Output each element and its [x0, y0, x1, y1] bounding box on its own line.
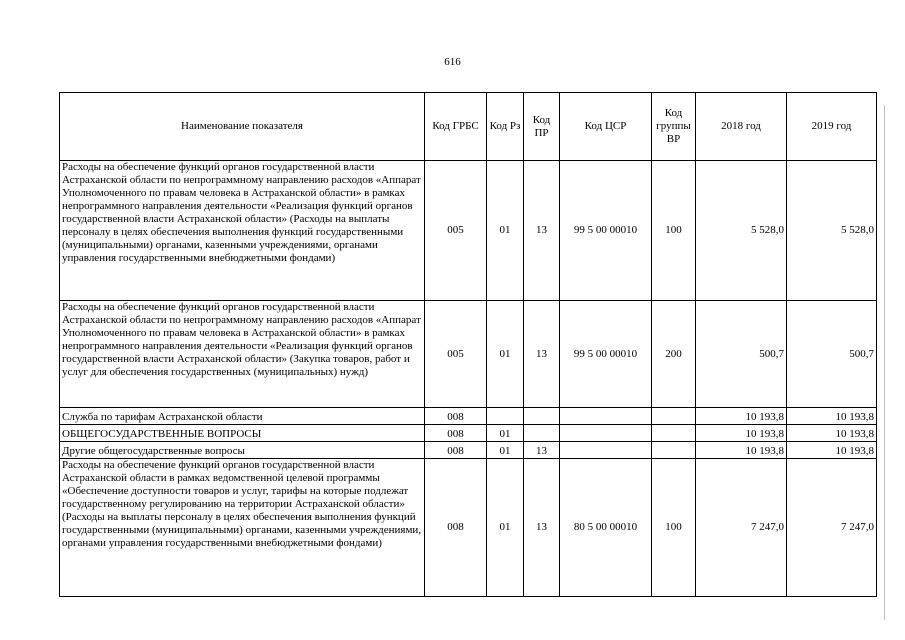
header-year-2019: 2019 год	[787, 93, 877, 161]
table-row	[60, 301, 877, 408]
row-amount-2018: 10 193,8	[696, 425, 787, 442]
page-number: 616	[444, 56, 461, 68]
table-row	[60, 459, 877, 597]
scan-edge-line	[884, 105, 885, 620]
row-pr-code: 13	[524, 442, 560, 459]
row-csr-code: 80 5 00 00010	[560, 459, 652, 597]
table-row	[60, 442, 877, 459]
row-csr-code: 99 5 00 00010	[560, 301, 652, 408]
row-amount-2018: 5 528,0	[696, 161, 787, 301]
row-amount-2019: 5 528,0	[787, 161, 877, 301]
row-csr-code	[560, 442, 652, 459]
row-vr-code: 100	[652, 459, 696, 597]
header-vr-code: Код группы ВР	[652, 93, 696, 161]
table-row	[60, 161, 877, 301]
row-indicator-name: Расходы на обеспечение функций органов государственной власти Астраханской области по непрограммному направлению расходов «Аппарат Уполномоченного по правам человека в Астраханской области» в рамках непрограммного направления деятельности «Реализация функций органов государственной власти Астраханской области» (Закупка товаров, работ и услуг для обеспечения государственных (муниципальных) нужд)	[60, 301, 425, 408]
header-csr-code: Код ЦСР	[560, 93, 652, 161]
row-csr-code: 99 5 00 00010	[560, 161, 652, 301]
row-vr-code: 100	[652, 161, 696, 301]
row-amount-2018: 7 247,0	[696, 459, 787, 597]
row-csr-code	[560, 425, 652, 442]
row-pr-code: 13	[524, 301, 560, 408]
row-pr-code	[524, 408, 560, 425]
row-vr-code	[652, 442, 696, 459]
row-amount-2018: 10 193,8	[696, 408, 787, 425]
row-amount-2019: 500,7	[787, 301, 877, 408]
row-grbs-code: 008	[425, 442, 487, 459]
header-grbs-code: Код ГРБС	[425, 93, 487, 161]
budget-table	[59, 92, 877, 597]
row-pr-code: 13	[524, 161, 560, 301]
header-year-2018: 2018 год	[696, 93, 787, 161]
row-amount-2019: 10 193,8	[787, 408, 877, 425]
table-row	[60, 425, 877, 442]
row-amount-2018: 10 193,8	[696, 442, 787, 459]
header-rz-code: Код Рз	[487, 93, 524, 161]
row-pr-code	[524, 425, 560, 442]
row-grbs-code: 005	[425, 301, 487, 408]
row-amount-2019: 10 193,8	[787, 425, 877, 442]
row-pr-code: 13	[524, 459, 560, 597]
row-vr-code	[652, 425, 696, 442]
row-csr-code	[560, 408, 652, 425]
header-indicator-name: Наименование показателя	[60, 93, 425, 161]
row-rz-code: 01	[487, 459, 524, 597]
header-pr-code: Код ПР	[524, 93, 560, 161]
row-rz-code: 01	[487, 442, 524, 459]
row-amount-2019: 10 193,8	[787, 442, 877, 459]
table-row	[60, 408, 877, 425]
row-rz-code: 01	[487, 425, 524, 442]
header-row	[60, 93, 877, 161]
row-indicator-name: Расходы на обеспечение функций органов государственной власти Астраханской области по непрограммному направлению расходов «Аппарат Уполномоченного по правам человека в Астраханской области» в рамках непрограммного направления деятельности «Реализация функций органов государственной власти Астраханской области» (Расходы на выплаты персоналу в целях обеспечения выполнения функций государственными (муниципальными) органами, казенными учреждениями, органами управления государственными внебюджетными фондами)	[60, 161, 425, 301]
row-amount-2019: 7 247,0	[787, 459, 877, 597]
row-grbs-code: 008	[425, 459, 487, 597]
row-rz-code: 01	[487, 301, 524, 408]
row-rz-code: 01	[487, 161, 524, 301]
row-grbs-code: 005	[425, 161, 487, 301]
row-indicator-name: Служба по тарифам Астраханской области	[60, 408, 425, 425]
row-indicator-name: Расходы на обеспечение функций органов государственной власти Астраханской области в рамках ведомственной целевой программы «Обеспечение доступности товаров и услуг, тарифы на которые подлежат государственному регулированию на территории Астраханской области» (Расходы на выплаты персоналу в целях обеспечения выполнения функций государственными (муниципальными) органами, казенными учреждениями, органами управления государственными внебюджетными фондами)	[60, 459, 425, 597]
row-grbs-code: 008	[425, 425, 487, 442]
row-rz-code	[487, 408, 524, 425]
row-vr-code	[652, 408, 696, 425]
row-grbs-code: 008	[425, 408, 487, 425]
row-amount-2018: 500,7	[696, 301, 787, 408]
row-indicator-name: Другие общегосударственные вопросы	[60, 442, 425, 459]
row-vr-code: 200	[652, 301, 696, 408]
row-indicator-name: ОБЩЕГОСУДАРСТВЕННЫЕ ВОПРОСЫ	[60, 425, 425, 442]
